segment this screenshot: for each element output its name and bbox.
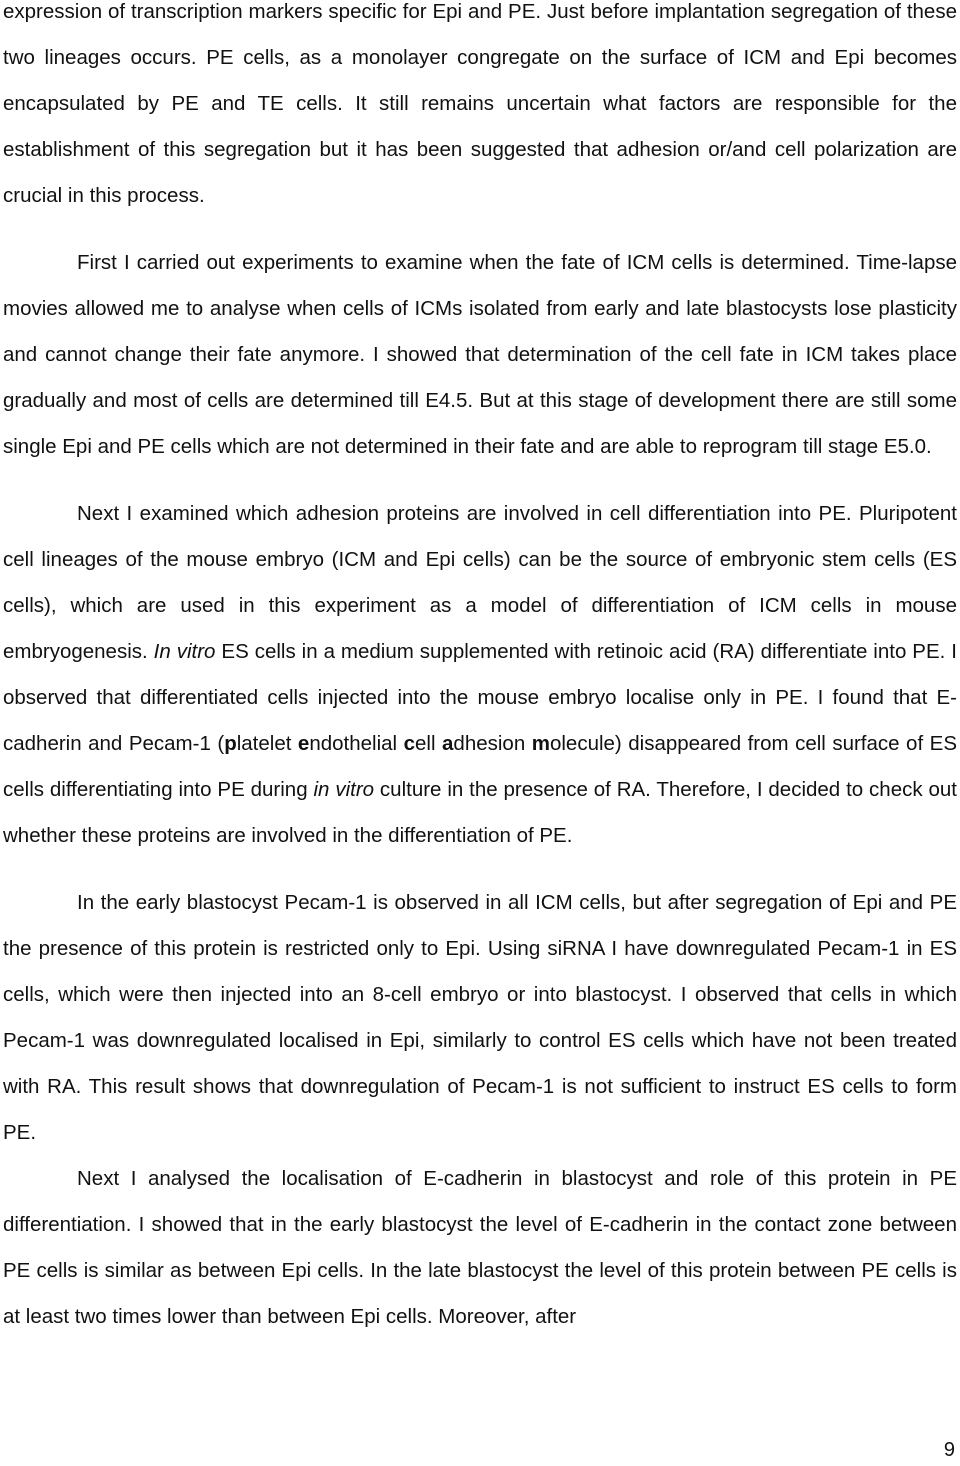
paragraph-3-text-b: ES cells in a medium supplemented with retinoic acid (RA) differentiate into PE. I observed that differentiated cells injected into the mouse embryo localise only in PE. I found that E-cadherin and Pecam-1 ( bbox=[3, 640, 957, 755]
paragraph-4-text: In the early blastocyst Pecam-1 is observed in all ICM cells, but after segregation of Epi and PE the presence of this protein is restricted only to Epi. Using siRNA I have downregulated Pecam-1 in ES cells, which were then injected into an 8-cell embryo or into blastocyst. I observed that cells in which Pecam-1 was downregulated localised in Epi, similarly to control ES cells which have not been treated with RA. This result shows that downregulation of Pecam-1 is not sufficient to instruct ES cells to form PE. bbox=[3, 891, 957, 1144]
paragraph-gap bbox=[3, 470, 957, 491]
body-text bbox=[3, 0, 957, 1340]
paragraph-2-text: First I carried out experiments to examine when the fate of ICM cells is determined. Time-lapse movies allowed me to analyse when cells of ICMs isolated from early and late blastocysts lose plasticity and cannot change their fate anymore. I showed that determination of the cell fate in ICM takes place gradually and most of cells are determined till E4.5. But at this stage of development there are still some single Epi and PE cells which are not determined in their fate and are able to reprogram till stage E5.0. bbox=[3, 251, 957, 458]
paragraph-5 bbox=[3, 1156, 957, 1340]
paragraph-1-text: expression of transcription markers specific for Epi and PE. Just before implantation segregation of these two lineages occurs. PE cells, as a monolayer congregate on the surface of ICM and Epi becomes encapsulated by PE and TE cells. It still remains uncertain what factors are responsible for the establishment of this segregation but it has been suggested that adhesion or/and cell polarization are crucial in this process. bbox=[3, 0, 957, 207]
italic-term-in-vitro: In vitro bbox=[153, 640, 216, 663]
acronym-letter-m: m bbox=[531, 732, 550, 755]
paragraph-3-text-a: Next I examined which adhesion proteins are involved in cell differentiation into PE. Pluripotent cell lineages of the mouse embryo (ICM and Epi cells) can be the source of embryonic stem cells (ES cells), which are used in this experiment as a model of differentiation of ICM cells in mouse embryogenesis. bbox=[3, 502, 957, 663]
paragraph-3-text-g: olecule) disappeared from cell surface of ES cells differentiating into PE during bbox=[3, 732, 957, 801]
acronym-letter-e: e bbox=[297, 732, 310, 755]
paragraph-3-text-c: latelet bbox=[236, 732, 298, 755]
paragraph-3-text-h: culture in the presence of RA. Therefore, I decided to check out whether these proteins are involved in the differentiation of PE. bbox=[3, 778, 957, 847]
acronym-letter-a: a bbox=[442, 732, 454, 755]
paragraph-1 bbox=[3, 0, 957, 219]
acronym-letter-p: p bbox=[224, 732, 237, 755]
page-number: 9 bbox=[943, 1439, 955, 1461]
paragraph-gap bbox=[3, 859, 957, 880]
paragraph-3-text-f: dhesion bbox=[453, 732, 532, 755]
acronym-letter-c: c bbox=[403, 732, 415, 755]
paragraph-3-text-e: ell bbox=[415, 732, 443, 755]
paragraph-3-text-d: ndothelial bbox=[309, 732, 404, 755]
paragraph-5-text: Next I analysed the localisation of E-cadherin in blastocyst and role of this protein in PE differentiation. I showed that in the early blastocyst the level of E-cadherin in the contact zone between PE cells is similar as between Epi cells. In the late blastocyst the level of this protein between PE cells is at least two times lower than between Epi cells. Moreover, after bbox=[3, 1167, 957, 1328]
paragraph-4 bbox=[3, 880, 957, 1156]
italic-term-in-vitro: in vitro bbox=[313, 778, 375, 801]
paragraph-2 bbox=[3, 240, 957, 470]
paragraph-3 bbox=[3, 491, 957, 859]
paragraph-gap bbox=[3, 219, 957, 240]
